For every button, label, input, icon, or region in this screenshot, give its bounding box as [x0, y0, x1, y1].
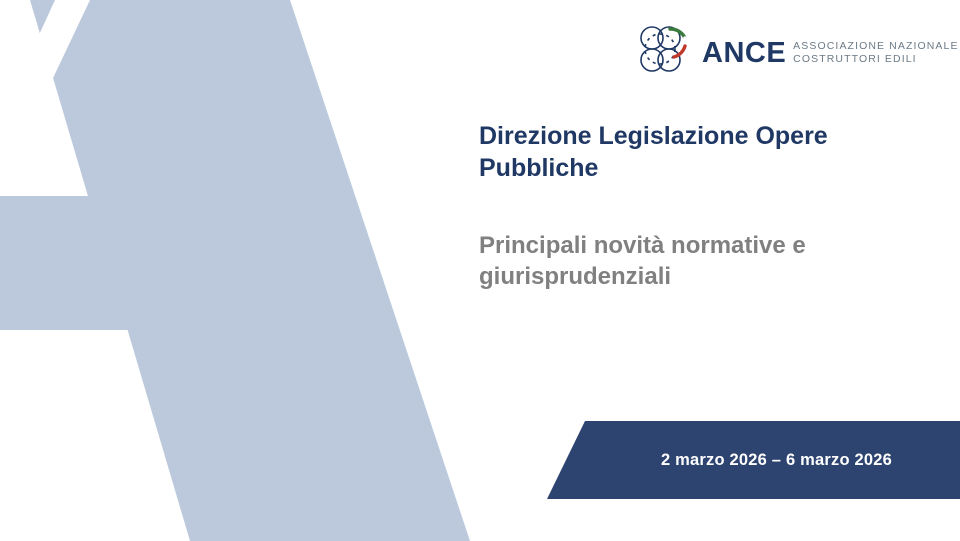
- slide-title: Direzione Legislazione Opere Pubbliche: [479, 122, 828, 182]
- ance-logo-mark-icon: [636, 24, 698, 82]
- logo-brand-text: ANCE: [702, 36, 787, 69]
- date-banner: [547, 421, 960, 499]
- slide-subtitle: Principali novità normative e giurisprudenziali: [479, 232, 806, 290]
- logo-tagline-line1: ASSOCIAZIONE NAZIONALE: [793, 40, 959, 52]
- date-range-text: 2 marzo 2026 – 6 marzo 2026: [660, 450, 893, 469]
- ance-logo: [636, 22, 959, 84]
- logo-tagline-line2: COSTRUTTORI EDILI: [793, 53, 917, 65]
